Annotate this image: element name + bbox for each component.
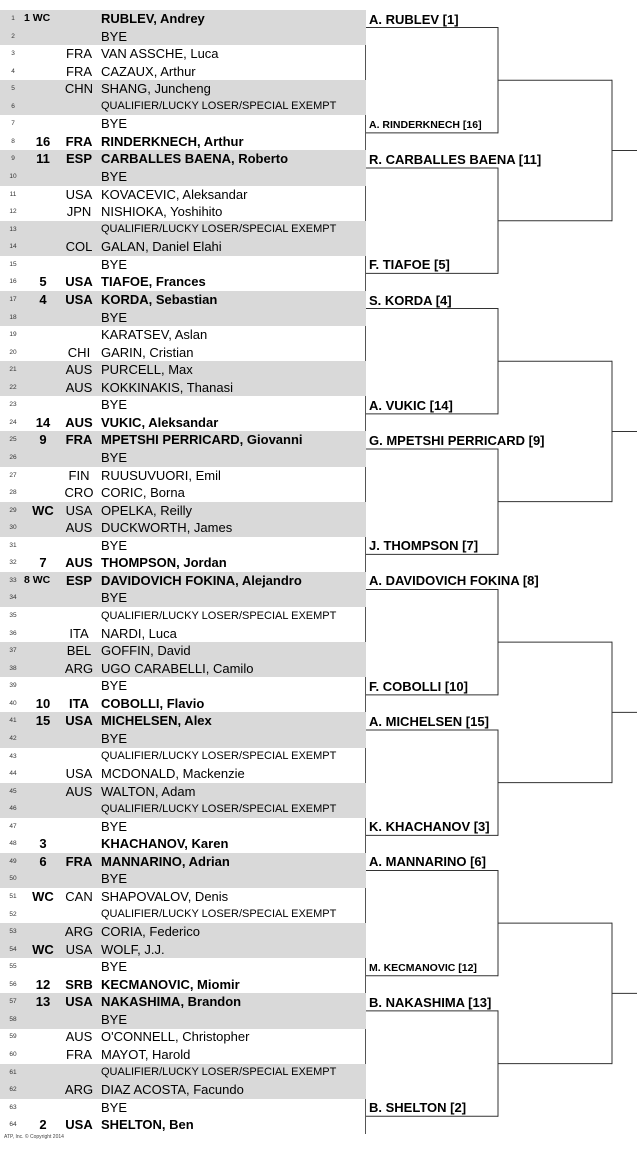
player-name: O'CONNELL, Christopher [101,1029,250,1045]
nationality: ITA [69,695,89,711]
player-name: MANNARINO, Adrian [101,853,230,869]
seed-label: 10 [35,695,51,711]
player-name: CORIA, Federico [101,924,200,940]
player-name: KECMANOVIC, Miomir [101,976,240,992]
player-name: SHANG, Juncheng [101,81,211,97]
nationality: USA [65,186,93,202]
draw-position: 11 [9,190,17,198]
draw-position: 40 [9,699,17,707]
draw-position: 15 [9,260,17,268]
player-name: QUALIFIER/LUCKY LOSER/SPECIAL EXEMPT [101,908,337,921]
round2-winner: S. KORDA [4] [369,292,452,308]
nationality: CHI [67,344,91,360]
player-name: GALAN, Daniel Elahi [101,239,222,255]
nationality: FRA [65,133,93,149]
draw-position: 37 [9,647,17,655]
seed-label: 5 [39,274,47,290]
draw-position: 46 [9,805,17,813]
draw-position: 57 [9,998,17,1006]
player-name: BYE [101,309,128,325]
nationality: CHN [64,81,94,97]
nationality: USA [65,291,93,307]
nationality: FIN [68,467,90,483]
player-name: COBOLLI, Flavio [101,695,205,711]
draw-position: 20 [9,348,17,356]
draw-position: 28 [9,489,17,497]
draw-position: 64 [9,1121,17,1129]
round2-winner: K. KHACHANOV [3] [369,819,490,835]
player-name: BYE [101,871,128,887]
seed-label: 7 [39,555,47,571]
player-name: QUALIFIER/LUCKY LOSER/SPECIAL EXEMPT [101,100,337,113]
player-name: DUCKWORTH, James [101,520,233,536]
player-name: RINDERKNECH, Arthur [101,133,244,149]
draw-position: 52 [9,910,17,918]
draw-position: 32 [9,559,17,567]
nationality: USA [65,713,93,729]
round2-winner: F. TIAFOE [5] [369,257,450,273]
round2-winner: A. VUKIC [14] [369,397,453,413]
seed-label: 6 [39,853,47,869]
player-name: NARDI, Luca [101,625,177,641]
player-name: BYE [101,450,128,465]
draw-position: 14 [9,243,17,251]
seed-label: 3 [39,836,47,852]
player-name: BYE [101,959,128,975]
round2-winner: B. SHELTON [2] [369,1100,467,1116]
nationality: JPN [66,204,92,220]
nationality: FRA [66,1047,92,1063]
draw-position: 10 [9,173,17,181]
nationality: FRA [65,432,93,448]
player-name: BYE [101,397,128,413]
nationality: CRO [64,485,94,501]
draw-position: 30 [9,524,17,532]
player-name: BYE [101,28,128,44]
round2-winner: A. DAVIDOVICH FOKINA [8] [369,573,539,589]
player-name: BYE [101,818,128,834]
nationality: AUS [65,783,93,799]
player-name: BYE [101,1099,128,1115]
draw-position: 61 [9,1068,17,1076]
player-name: DAVIDOVICH FOKINA, Alejandro [101,572,302,588]
draw-position: 5 [11,85,15,93]
player-name: PURCELL, Max [101,362,193,378]
draw-position: 8 [11,137,15,145]
player-name: BYE [101,169,128,185]
draw-position: 27 [9,471,17,479]
draw-position: 49 [9,857,17,865]
draw-position: 55 [9,963,17,971]
draw-position: 3 [11,50,15,58]
player-name: BYE [101,590,128,606]
nationality: ARG [64,924,94,940]
player-name: WOLF, J.J. [101,941,165,957]
player-name: SHELTON, Ben [101,1117,194,1133]
seed-label: 11 [36,151,50,167]
draw-position: 44 [9,770,17,778]
nationality: AUS [65,520,93,536]
player-name: VUKIC, Aleksandar [101,414,219,430]
nationality: FRA [66,46,92,62]
player-name: NISHIOKA, Yoshihito [101,204,223,220]
seed-label: 2 [39,1117,47,1133]
nationality: COL [65,239,93,255]
player-name: QUALIFIER/LUCKY LOSER/SPECIAL EXEMPT [101,223,337,236]
draw-position: 2 [11,32,15,40]
seed-label: 9 [39,432,47,448]
draw-position: 4 [11,67,15,75]
draw-position: 62 [9,1086,17,1094]
round2-winner: F. COBOLLI [10] [369,678,468,694]
draw-position: 33 [9,576,17,584]
draw-position: 59 [9,1033,17,1041]
nationality: AUS [65,555,93,571]
player-name: BYE [101,537,128,553]
draw-position: 35 [9,612,17,620]
player-name: NAKASHIMA, Brandon [101,994,242,1010]
player-name: KOKKINAKIS, Thanasi [101,379,233,395]
player-name: GOFFIN, David [101,643,191,659]
draw-position: 29 [9,506,17,514]
player-name: BYE [101,678,128,694]
player-name: KARATSEV, Aslan [101,327,208,343]
player-name: TIAFOE, Frances [101,274,206,290]
seed-label: WC [32,502,54,518]
player-name: GARIN, Cristian [101,344,194,360]
draw-position: 31 [9,541,17,549]
nationality: BEL [66,643,92,659]
player-name: WALTON, Adam [101,783,196,799]
draw-position: 45 [9,787,17,795]
round2-winner: A. RUBLEV [1] [369,11,459,27]
round2-winner: A. RINDERKNECH [16] [369,118,482,131]
draw-position: 42 [9,734,17,742]
player-name: QUALIFIER/LUCKY LOSER/SPECIAL EXEMPT [101,609,337,622]
draw-position: 6 [11,102,15,110]
draw-position: 24 [9,418,17,426]
seed-label: 16 [35,133,51,149]
nationality: ITA [69,625,89,641]
player-name: BYE [101,1011,128,1027]
seed-label: 4 [39,291,47,307]
seed-label: 13 [35,994,51,1010]
player-name: MCDONALD, Mackenzie [101,766,245,782]
round2-winner: G. MPETSHI PERRICARD [9] [369,433,545,448]
round2-winner: B. NAKASHIMA [13] [369,994,492,1010]
draw-position: 19 [9,331,17,339]
player-name: UGO CARABELLI, Camilo [101,660,254,676]
player-name: CORIC, Borna [101,485,185,501]
draw-position: 18 [9,313,17,321]
nationality: AUS [65,362,93,378]
player-name: OPELKA, Reilly [101,502,193,518]
seed-label: 15 [35,713,51,729]
draw-position: 21 [9,366,17,374]
player-name: CARBALLES BAENA, Roberto [101,151,289,167]
nationality: FRA [66,63,92,79]
draw-position: 1 [11,15,15,22]
draw-position: 22 [9,383,17,391]
player-name: MAYOT, Harold [101,1047,191,1063]
draw-position: 36 [9,629,17,637]
player-name: QUALIFIER/LUCKY LOSER/SPECIAL EXEMPT [101,802,337,815]
player-name: SHAPOVALOV, Denis [101,889,229,904]
seed-label: WC [32,941,54,957]
player-name: QUALIFIER/LUCKY LOSER/SPECIAL EXEMPT [101,1066,337,1079]
round2-winner: J. THOMPSON [7] [369,538,479,554]
round2-winner: A. MANNARINO [6] [369,854,486,870]
draw-position: 13 [9,225,17,233]
draw-position: 12 [9,208,17,216]
seed-label: 12 [35,976,51,992]
draw-position: 63 [9,1103,17,1111]
draw-position: 9 [11,155,15,163]
nationality: FRA [65,853,93,869]
player-name: RUBLEV, Andrey [101,11,205,26]
nationality: USA [65,1117,93,1133]
player-name: QUALIFIER/LUCKY LOSER/SPECIAL EXEMPT [101,750,337,763]
player-name: BYE [101,730,128,746]
seed-label: WC [32,889,54,904]
player-name: THOMPSON, Jordan [101,555,227,571]
nationality: AUS [65,1029,93,1045]
draw-position: 58 [9,1015,17,1023]
round2-winner: M. KECMANOVIC [12] [369,961,477,974]
draw-position: 23 [9,401,17,409]
player-name: CAZAUX, Arthur [101,63,196,79]
player-name: DIAZ ACOSTA, Facundo [101,1082,244,1098]
nationality: USA [65,274,93,290]
draw-position: 54 [9,945,17,953]
player-name: BYE [101,116,128,132]
nationality: ARG [64,660,94,676]
nationality: AUS [65,414,93,430]
player-name: KHACHANOV, Karen [101,836,229,852]
round2-winner: A. MICHELSEN [15] [369,713,489,729]
player-name: MPETSHI PERRICARD, Giovanni [101,432,303,448]
seed-label: 1 WC [24,12,51,24]
draw-position: 56 [9,980,17,988]
draw-position: 60 [9,1051,17,1059]
draw-position: 50 [9,875,17,883]
draw-position: 48 [9,840,17,848]
nationality: AUS [65,379,93,395]
nationality: USA [65,941,93,957]
draw-position: 43 [9,752,17,760]
draw-position: 38 [9,664,17,672]
round2-winner: R. CARBALLES BAENA [11] [369,152,542,168]
player-name: MICHELSEN, Alex [101,713,212,729]
nationality: USA [65,994,93,1010]
seed-label: 14 [35,414,51,430]
copyright-footer: ATP, Inc. © Copyright 2014 [4,1134,64,1140]
nationality: CAN [65,889,93,904]
draw-position: 47 [9,822,17,830]
nationality: USA [65,766,93,782]
player-name: VAN ASSCHE, Luca [101,46,219,62]
player-name: KOVACEVIC, Aleksandar [101,186,248,202]
draw-position: 7 [11,120,15,128]
draw-position: 26 [9,454,17,461]
draw-position: 17 [9,295,17,303]
draw-position: 16 [9,278,17,286]
nationality: USA [65,502,93,518]
draw-position: 39 [9,682,17,690]
nationality: ESP [65,151,92,167]
player-name: RUUSUVUORI, Emil [101,467,221,483]
player-name: KORDA, Sebastian [101,291,218,307]
draw-position: 34 [9,594,17,602]
draw-position: 53 [9,928,17,936]
nationality: ARG [64,1082,94,1098]
draw-position: 25 [9,436,17,444]
nationality: SRB [65,976,93,992]
seed-label: 8 WC [24,573,51,586]
player-name: BYE [101,256,128,272]
draw-position: 51 [9,893,17,900]
draw-position: 41 [9,717,17,725]
nationality: ESP [65,572,92,588]
